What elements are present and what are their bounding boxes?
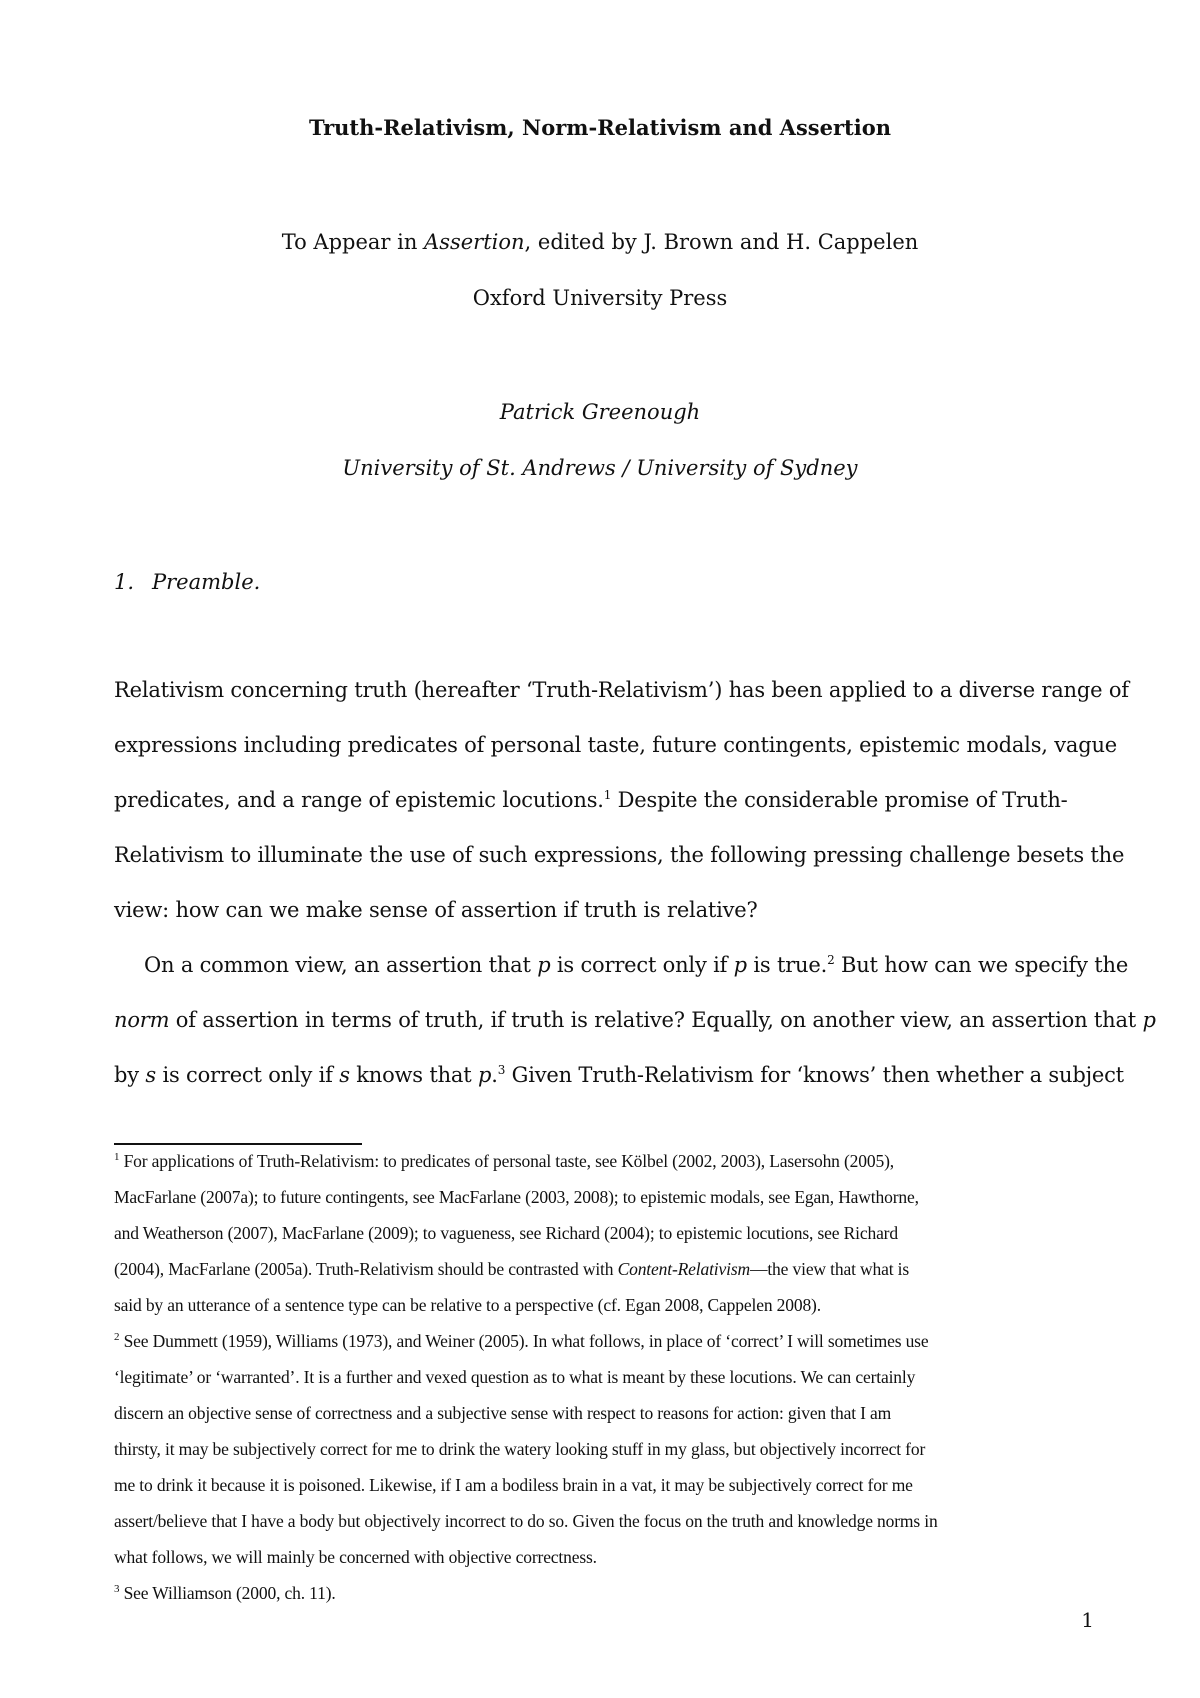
body-line-5: view: how can we make sense of assertion if truth is relative? <box>114 898 758 922</box>
emphasis-norm: norm <box>114 1008 170 1032</box>
body-line-1: Relativism concerning truth (hereafter ‘Truth-Relativism’) has been applied to a diverse range of <box>114 678 1129 702</box>
body-text: is true. <box>746 953 828 977</box>
body-line-7 <box>114 1006 1156 1034</box>
footnote-text: See Dummett (1959), Williams (1973), and Weiner (2005). In what follows, in place of ‘correct’ I will sometimes use <box>119 1331 929 1351</box>
body-text: predicates, and a range of epistemic locutions. <box>114 788 604 812</box>
author-name: Patrick Greenough <box>499 400 701 424</box>
footnote-ref-1[interactable]: 1 <box>603 788 612 802</box>
publication-note <box>0 228 1200 256</box>
section-title: Preamble. <box>152 570 261 594</box>
body-line-2: expressions including predicates of personal taste, future contingents, epistemic modals, vague <box>114 733 1118 757</box>
body-line-3 <box>114 786 1068 814</box>
footnote-2-line-7: what follows, we will mainly be concerned with objective correctness. <box>114 1547 597 1567</box>
footnote-2-line-3: discern an objective sense of correctness and a subjective sense with respect to reasons for action: given that I am <box>114 1403 892 1423</box>
footnote-1-line-4 <box>114 1257 909 1281</box>
footnote-ref-3[interactable]: 3 <box>497 1063 506 1077</box>
section-heading <box>114 568 260 596</box>
section-number: 1. <box>114 570 135 594</box>
footnote-separator <box>114 1143 362 1145</box>
footnote-text: —the view that what is <box>750 1259 910 1279</box>
publication-note-prefix: To Appear in <box>281 230 425 254</box>
body-line-8 <box>114 1061 1124 1089</box>
variable-s: s <box>145 1063 156 1087</box>
body-text: Despite the considerable promise of Truth- <box>611 788 1068 812</box>
body-text: Given Truth-Relativism for ‘knows’ then whether a subject <box>505 1063 1124 1087</box>
body-text: is correct only if <box>550 953 734 977</box>
footnote-1-number: 1 <box>114 1151 120 1164</box>
body-text: is correct only if <box>155 1063 340 1087</box>
author-affiliation: University of St. Andrews / University of Sydney <box>342 456 858 480</box>
body-text: . <box>491 1063 498 1087</box>
variable-s: s <box>339 1063 350 1087</box>
variable-p: p <box>477 1063 492 1087</box>
publication-note-editors: , edited by J. Brown and H. Cappelen <box>524 230 919 254</box>
footnote-1-line-3: and Weatherson (2007), MacFarlane (2009); to vagueness, see Richard (2004); to epistemic locutions, see Richard <box>114 1223 898 1243</box>
body-text: On a common view, an assertion that <box>144 953 538 977</box>
publisher: Oxford University Press <box>472 286 728 310</box>
page-number: 1 <box>1081 1608 1094 1632</box>
body-text: by <box>114 1063 146 1087</box>
term-content-relativism: Content-Relativism <box>617 1259 750 1279</box>
body-text: But how can we specify the <box>834 953 1129 977</box>
footnote-ref-2[interactable]: 2 <box>827 953 835 967</box>
body-line-4: Relativism to illuminate the use of such expressions, the following pressing challenge besets the <box>114 843 1125 867</box>
book-title: Assertion <box>424 230 525 254</box>
footnote-text: See Williamson (2000, ch. 11). <box>119 1583 336 1603</box>
footnote-2-line-5: me to drink it because it is poisoned. Likewise, if I am a bodiless brain in a vat, it may be subjectively correct for me <box>114 1475 913 1495</box>
footnote-2-line-2: ‘legitimate’ or ‘warranted’. It is a further and vexed question as to what is meant by these locutions. We can certainly <box>114 1367 916 1387</box>
variable-p: p <box>733 953 747 977</box>
footnote-1-line-5: said by an utterance of a sentence type can be relative to a perspective (cf. Egan 2008, Cappelen 2008). <box>114 1295 821 1315</box>
footnote-1-line-2: MacFarlane (2007a); to future contingents, see MacFarlane (2003, 2008); to epistemic modals, see Egan, Hawthorne, <box>114 1187 919 1207</box>
body-line-6 <box>144 951 1128 979</box>
variable-p: p <box>1142 1008 1156 1032</box>
footnote-2-line-4: thirsty, it may be subjectively correct for me to drink the watery looking stuff in my glass, but objectively incorrect for <box>114 1439 926 1459</box>
variable-p: p <box>537 953 551 977</box>
footnote-2-line-1 <box>114 1329 928 1353</box>
footnote-3-line-1 <box>114 1581 336 1605</box>
footnote-text: (2004), MacFarlane (2005a). Truth-Relativism should be contrasted with <box>114 1259 618 1279</box>
footnote-text: For applications of Truth-Relativism: to predicates of personal taste, see Kölbel (2002, 2003), Lasersohn (2005), <box>119 1151 894 1171</box>
body-text: of assertion in terms of truth, if truth is relative? Equally, on another view, an assertion that <box>169 1008 1143 1032</box>
paper-title: Truth-Relativism, Norm-Relativism and Assertion <box>308 115 892 140</box>
body-text: knows that <box>349 1063 478 1087</box>
footnote-3-number: 3 <box>114 1583 120 1596</box>
footnote-1-line-1 <box>114 1149 894 1173</box>
footnote-2-line-6: assert/believe that I have a body but objectively incorrect to do so. Given the focus on the truth and knowledge norms in <box>114 1511 938 1531</box>
footnote-2-number: 2 <box>114 1331 120 1344</box>
